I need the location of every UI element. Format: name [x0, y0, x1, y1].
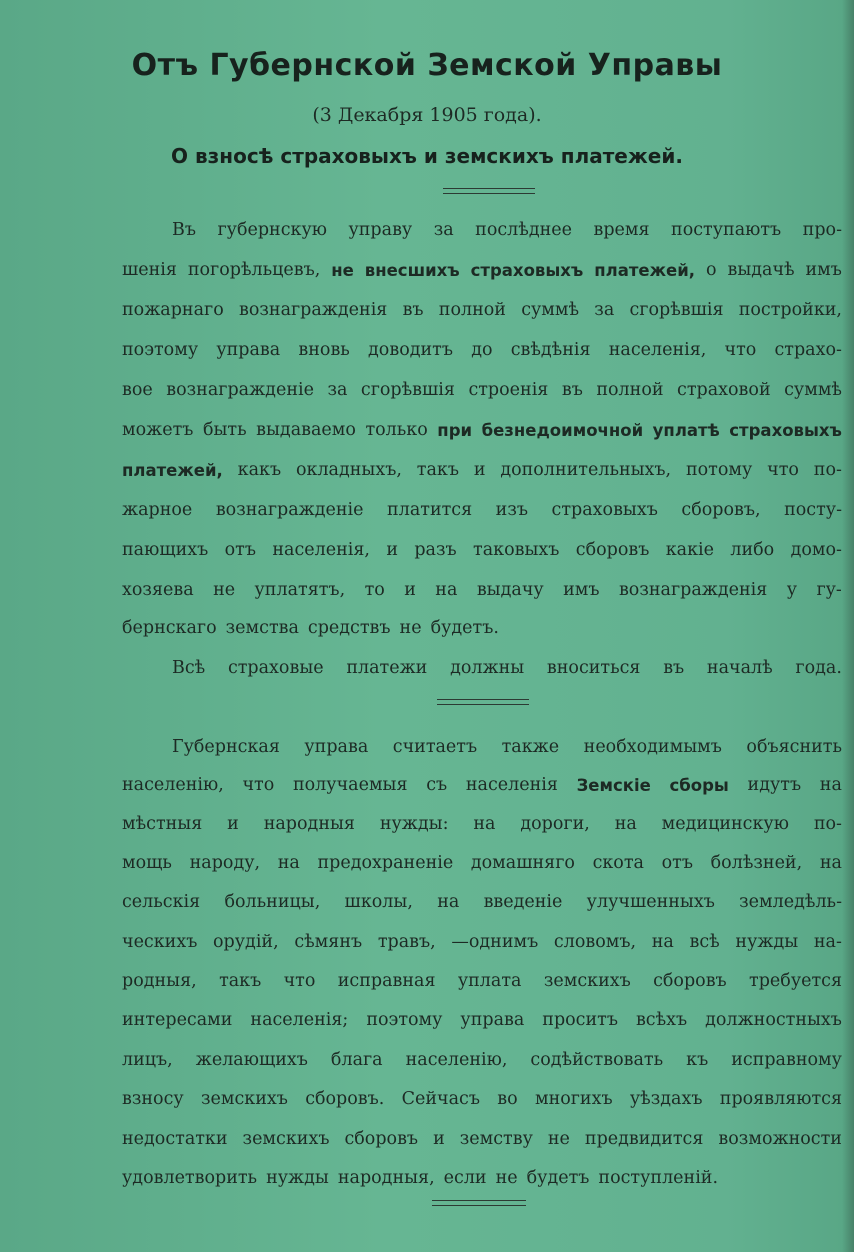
text-line: Въ губернскую управу за послѣднее время поступаютъ про- — [172, 220, 842, 240]
divider-rule — [432, 1200, 526, 1206]
divider-rule — [437, 699, 529, 705]
text-line: платежей, какъ окладныхъ, такъ и дополнительныхъ, потому что по- — [122, 460, 842, 480]
text-line: хозяева не уплатятъ, то и на выдачу имъ вознагражденія у гу- — [122, 580, 842, 600]
document-subtitle: О взносѣ страховыхъ и земскихъ платежей. — [171, 144, 683, 168]
page-edge-shadow — [842, 0, 854, 1252]
text-line: мѣстныя и народныя нужды: на дороги, на медицинскую по- — [122, 814, 842, 834]
text-line: Всѣ страховые платежи должны вноситься въ началѣ года. — [172, 658, 842, 678]
text-line: интересами населенія; поэтому управа проситъ всѣхъ должностныхъ — [122, 1010, 842, 1030]
text-line: населенію, что получаемыя съ населенія Земскіе сборы идутъ на — [122, 775, 842, 795]
text-line: Губернская управа считаетъ также необходимымъ объяснить — [172, 737, 842, 757]
text-line: недостатки земскихъ сборовъ и земству не предвидится возможности — [122, 1129, 842, 1149]
text-line: пожарнаго вознагражденія въ полной суммѣ за сгорѣвшія постройки, — [122, 300, 842, 320]
text-line: поэтому управа вновь доводитъ до свѣдѣнія населенія, что страхо- — [122, 340, 842, 360]
text-line: удовлетворить нужды народныя, если не будетъ поступленій. — [122, 1168, 719, 1188]
text-line: ческихъ орудій, сѣмянъ травъ, —однимъ словомъ, на всѣ нужды на- — [122, 932, 842, 952]
text-line: лицъ, желающихъ блага населенію, содѣйствовать къ исправному — [122, 1050, 842, 1070]
text-line: можетъ быть выдаваемо только при безнедоимочной уплатѣ страховыхъ — [122, 420, 842, 440]
text-line: вое вознагражденіе за сгорѣвшія строенія въ полной страховой суммѣ — [122, 380, 842, 400]
text-line: шенія погорѣльцевъ, не внесшихъ страховыхъ платежей, о выдачѣ имъ — [122, 260, 842, 280]
text-line: бернскаго земства средствъ не будетъ. — [122, 618, 499, 638]
text-line: сельскія больницы, школы, на введеніе улучшенныхъ земледѣль- — [122, 892, 842, 912]
text-line: мощь народу, на предохраненіе домашняго скота отъ болѣзней, на — [122, 853, 842, 873]
text-line: взносу земскихъ сборовъ. Сейчасъ во многихъ уѣздахъ проявляются — [122, 1089, 842, 1109]
page-title: Отъ Губернской Земской Управы — [131, 48, 723, 83]
divider-rule — [443, 188, 535, 194]
text-line: пающихъ отъ населенія, и разъ таковыхъ сборовъ какіе либо домо- — [122, 540, 842, 560]
text-line: жарное вознагражденіе платится изъ страховыхъ сборовъ, посту- — [122, 500, 842, 520]
text-line: родныя, такъ что исправная уплата земскихъ сборовъ требуется — [122, 971, 842, 991]
document-date: (3 Декабря 1905 года). — [312, 104, 542, 126]
